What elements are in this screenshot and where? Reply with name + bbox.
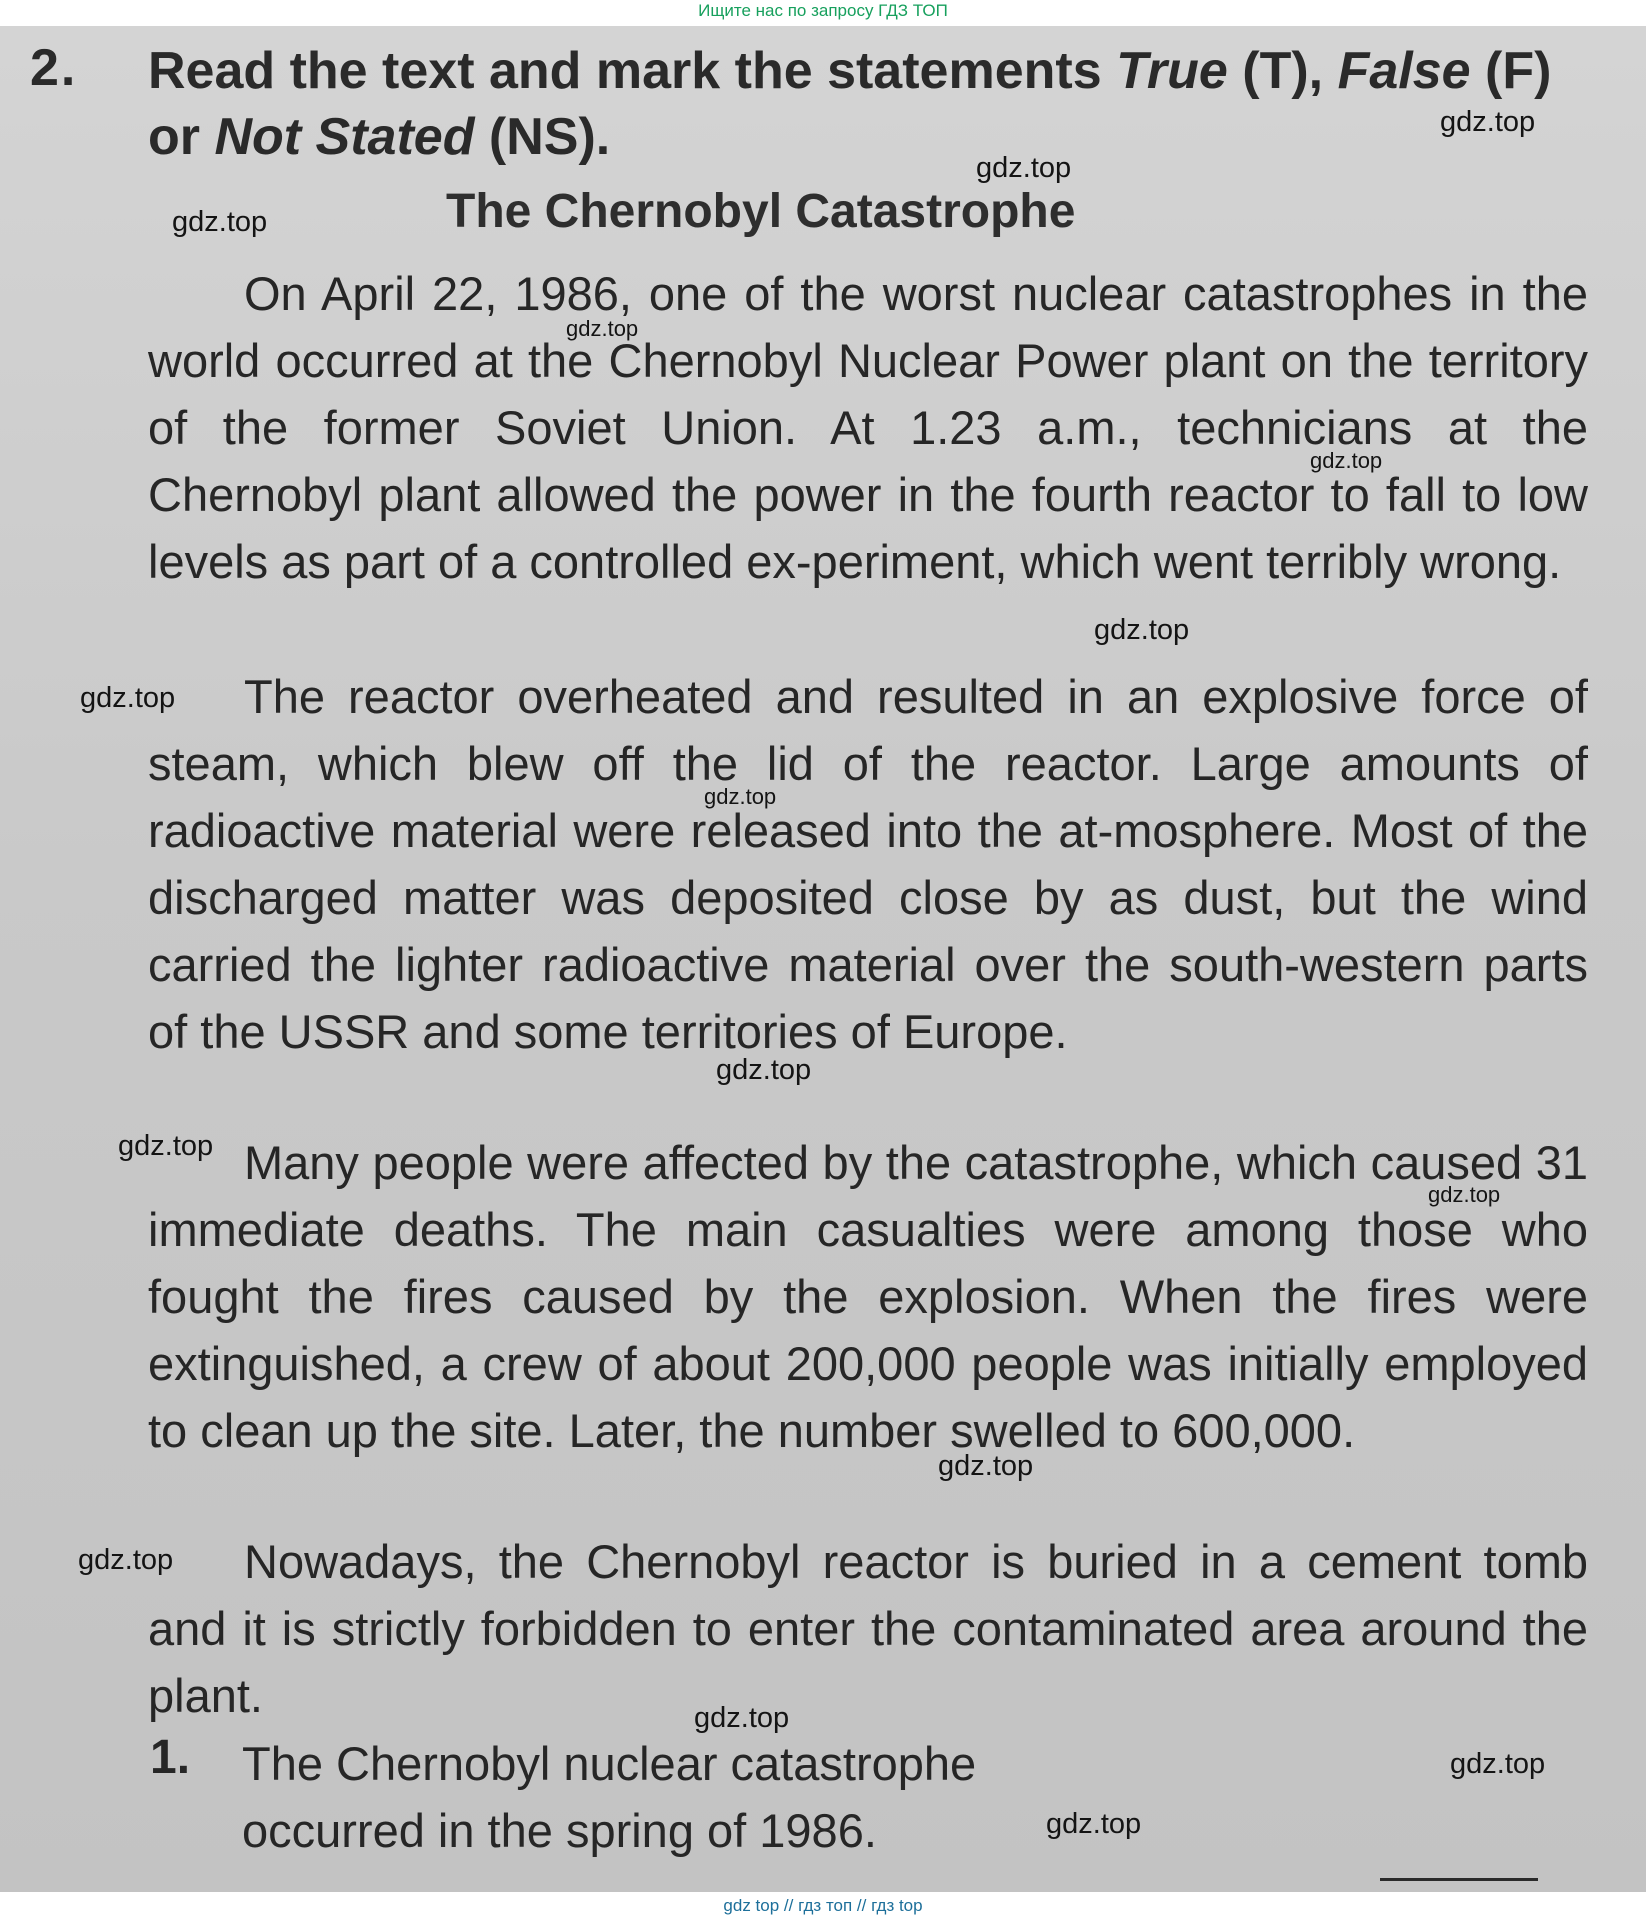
- instruction-part-1: Read the text and mark the statements: [148, 42, 1117, 100]
- story-paragraph-3: Many people were affected by the catastrophe, which caused 31 immediate deaths. The main casualties were among those who fought the fires caused by the explosion. When the fires were extinguished, a crew of about 200,000 people was initially employed to clean up the site. Later, the number swelled to 600,000.: [148, 1136, 1588, 1457]
- watermark: gdz.top: [172, 206, 268, 238]
- answer-blank[interactable]: [1380, 1878, 1538, 1881]
- watermark: gdz.top: [78, 1544, 174, 1576]
- statement-number: 1.: [150, 1731, 191, 1784]
- statement-line-1: The Chernobyl nuclear catastrophe: [242, 1737, 977, 1790]
- instruction-true: True: [1116, 42, 1228, 100]
- watermark: gdz.top: [80, 682, 176, 714]
- watermark: gdz.top: [694, 1702, 790, 1734]
- bottom-banner[interactable]: gdz top // гдз топ // гдз top: [0, 1892, 1646, 1922]
- instruction-part-3: (F) or: [148, 42, 1552, 166]
- story-paragraph-4: Nowadays, the Chernobyl reactor is buried in a cement tomb and it is strictly forbidden to enter the contaminated area around the plant.: [148, 1535, 1588, 1722]
- statement-line-2: occurred in the spring of 1986.: [242, 1804, 877, 1857]
- statement-text: [242, 1730, 1142, 1864]
- story-paragraph-2: The reactor overheated and resulted in an explosive force of steam, which blew off the lid of the reactor. Large amounts of radioactive material were released into the at-mosphere. Most of the discharged matter was deposited close by as dust, but the wind carried the lighter radioactive material over the south-western parts of the USSR and some territories of Europe.: [148, 670, 1588, 1058]
- instruction-not-stated: Not Stated: [214, 108, 475, 166]
- watermark: gdz.top: [566, 316, 639, 341]
- instruction-part-2: (T),: [1227, 42, 1338, 100]
- textbook-page: [0, 26, 1646, 1892]
- watermark: gdz.top: [1450, 1748, 1546, 1780]
- story-title: The Chernobyl Catastrophe: [446, 185, 1076, 238]
- watermark: gdz.top: [1440, 106, 1536, 138]
- exercise-number: 2.: [30, 39, 78, 97]
- watermark: gdz.top: [1428, 1182, 1501, 1207]
- watermark: gdz.top: [976, 152, 1072, 184]
- exercise-instruction: [148, 38, 1588, 170]
- watermark: gdz.top: [1046, 1808, 1142, 1840]
- watermark: gdz.top: [716, 1054, 812, 1086]
- instruction-false: False: [1337, 42, 1471, 100]
- story-paragraph-1: On April 22, 1986, one of the worst nuclear catastrophes in the world occurred at the Chernobyl Nuclear Power plant on the territory of the former Soviet Union. At 1.23 a.m., technicians at the Chernobyl plant allowed the power in the fourth reactor to fall to low levels as part of a controlled ex-periment, which went terribly wrong.: [148, 267, 1588, 588]
- watermark: gdz.top: [1094, 614, 1190, 646]
- watermark: gdz.top: [1310, 448, 1383, 473]
- watermark: gdz.top: [704, 784, 777, 809]
- instruction-part-4: (NS).: [474, 108, 611, 166]
- watermark: gdz.top: [118, 1130, 214, 1162]
- top-banner[interactable]: Ищите нас по запросу ГДЗ ТОП: [0, 0, 1646, 26]
- watermark: gdz.top: [938, 1450, 1034, 1482]
